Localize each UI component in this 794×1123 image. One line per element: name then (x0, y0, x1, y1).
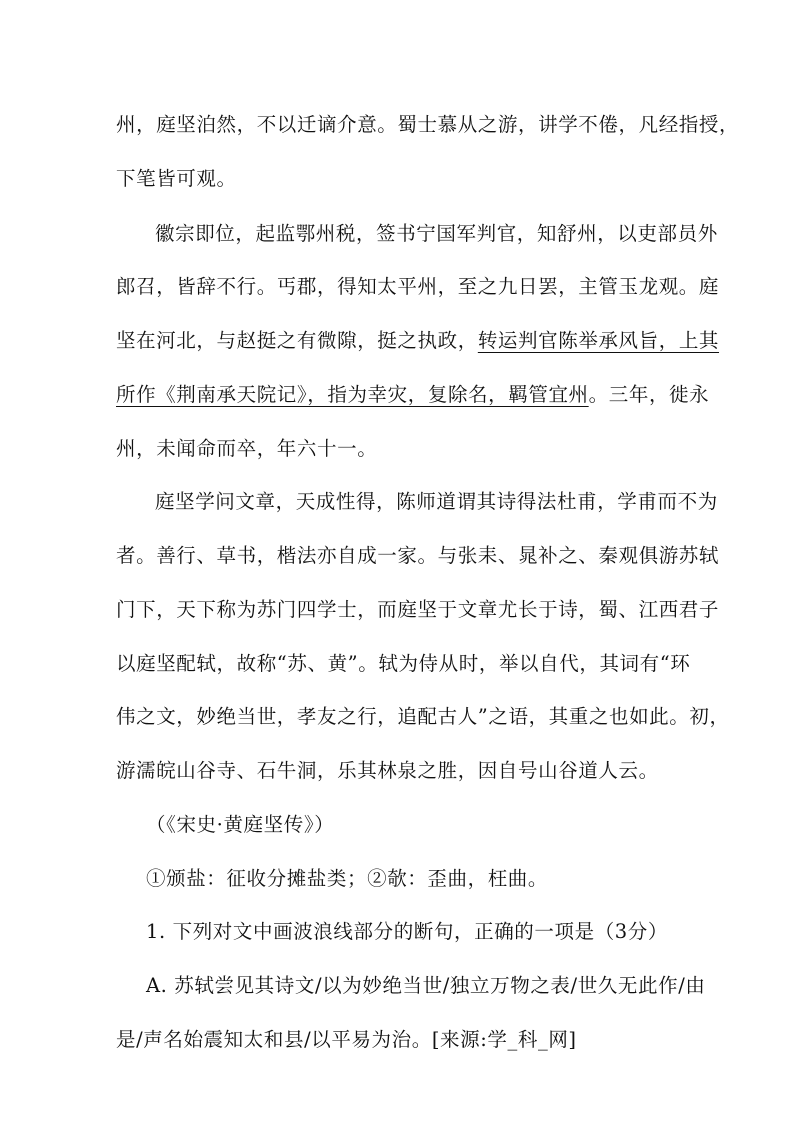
text-line: 州，庭坚泊然，不以迁谪介意。蜀士慕从之游，讲学不倦，凡经指授， (116, 113, 740, 136)
underlined-text: 所作《荆南承天院记》，指为幸灾，复除名，羁管宜州 (116, 383, 589, 406)
text-line: 徽宗即位，起监鄂州税，签书宁国军判官，知舒州，以吏部员外 (155, 222, 718, 245)
footnotes: ①颁盐：征收分摊盐类；②欹：歪曲，枉曲。 (146, 867, 549, 890)
option-a-line: A. 苏轼尝见其诗文/以为妙绝当世/独立万物之表/世久无此作/由 (146, 974, 706, 997)
text-segment: 坚在河北，与赵挺之有微隙，挺之执政， (116, 329, 478, 352)
text-line: 庭坚学问文章，天成性得，陈师道谓其诗得法杜甫，学甫而不为 (155, 490, 718, 513)
underlined-text: 转运判官陈举承风旨，上其 (477, 329, 720, 352)
text-line: 州，未闻命而卒，年六十一。 (116, 437, 378, 460)
text-line: 郎召，皆辞不行。丐郡，得知太平州，至之九日罢，主管玉龙观。庭 (116, 275, 720, 298)
text-line: 者。善行、草书，楷法亦自成一家。与张耒、晁补之、秦观俱游苏轼 (116, 544, 720, 567)
text-line (116, 383, 709, 407)
text-line: 游濡皖山谷寺、石牛洞，乐其林泉之胜，因自号山谷道人云。 (116, 759, 659, 782)
text-line: 下笔皆可观。 (116, 167, 237, 190)
text-line: 伟之文，妙绝当世，孝友之行，追配古人”之语，其重之也如此。初， (116, 705, 730, 728)
source-citation: （《宋史·黄庭坚传》） (146, 813, 335, 836)
text-line: 以庭坚配轼，故称“苏、黄”。轼为侍从时，举以自代，其词有“环 (116, 652, 691, 675)
option-a-line: 是/声名始震知太和县/以平易为治。[来源:学_科_网] (116, 1028, 577, 1051)
text-segment: 。三年，徙永 (588, 383, 710, 406)
text-line (116, 329, 719, 353)
text-line: 门下，天下称为苏门四学士，而庭坚于文章尤长于诗，蜀、江西君子 (116, 598, 720, 621)
question-title: 1. 下列对文中画波浪线部分的断句，正确的一项是（3分） (146, 920, 669, 943)
